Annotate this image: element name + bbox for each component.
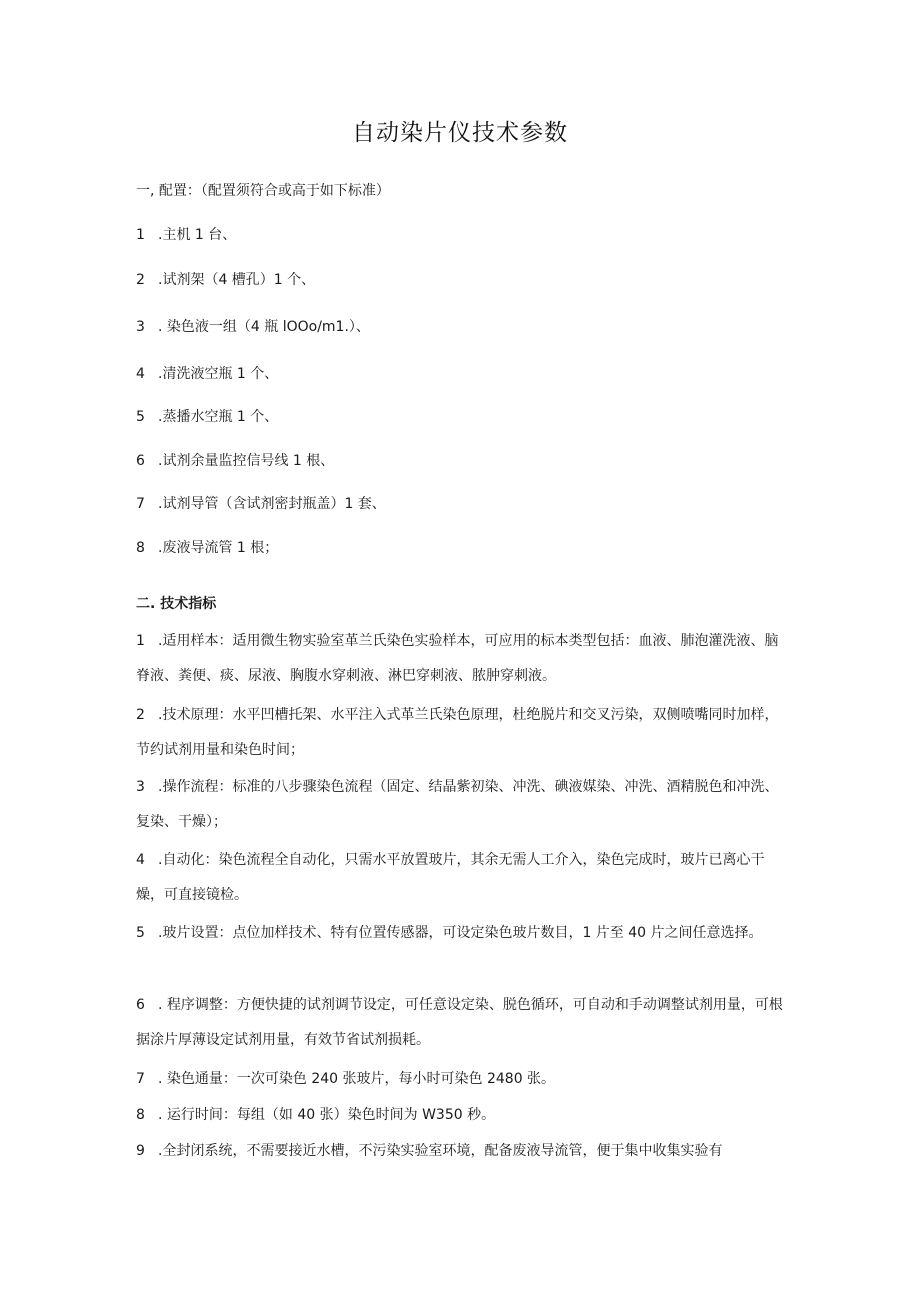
spec-item-number: 2 bbox=[136, 707, 145, 723]
spec-item-text: .玻片设置：点位加样技术、特有位置传感器，可设定染色玻片数目，1 片至 40 片之间任意选择。 bbox=[158, 925, 763, 941]
config-item-text: .主机 1 台、 bbox=[158, 227, 237, 243]
spec-item-text: .操作流程：标准的八步骤染色流程（固定、结晶紫初染、冲洗、碘液媒染、冲洗、酒精脱色和冲洗、复染、干燥）； bbox=[136, 779, 779, 830]
spec-item-text: . 染色通量：一次可染色 240 张玻片，每小时可染色 2480 张。 bbox=[158, 1071, 556, 1087]
config-item bbox=[136, 317, 370, 337]
spec-item bbox=[136, 916, 784, 951]
config-item-text: . 染色液一组（4 瓶 lOOo/m1.）、 bbox=[158, 319, 370, 335]
config-item-text: .试剂导管（含试剂密封瓶盖）1 套、 bbox=[158, 496, 386, 512]
spec-item-text: .适用样本：适用微生物实验室革兰氏染色实验样本，可应用的标本类型包括：血液、肺泡灌洗液、脑脊液、粪便、痰、尿液、胸腹水穿刺液、淋巴穿刺液、脓肿穿刺液。 bbox=[136, 633, 779, 684]
spec-item bbox=[136, 1134, 784, 1169]
spec-item-number: 1 bbox=[136, 633, 145, 649]
config-item-text: .废液导流管 1 根； bbox=[158, 540, 279, 556]
config-item bbox=[136, 538, 278, 558]
spec-item bbox=[136, 1062, 784, 1097]
spec-item bbox=[136, 770, 784, 840]
spec-item-text: .自动化：染色流程全自动化，只需水平放置玻片，其余无需人工介入，染色完成时，玻片已离心干燥，可直接镜检。 bbox=[136, 852, 765, 903]
config-item-number: 7 bbox=[136, 496, 145, 512]
config-item bbox=[136, 270, 315, 290]
spec-item-number: 4 bbox=[136, 852, 145, 868]
config-item bbox=[136, 407, 278, 427]
spec-item bbox=[136, 624, 784, 694]
config-item-text: .试剂余量监控信号线 1 根、 bbox=[158, 453, 335, 469]
spec-item-number: 9 bbox=[136, 1143, 145, 1159]
spec-item-text: . 运行时间：每组（如 40 张）染色时间为 W350 秒。 bbox=[158, 1107, 496, 1123]
config-item-text: .清洗液空瓶 1 个、 bbox=[158, 366, 279, 382]
spec-item-number: 6 bbox=[136, 997, 145, 1013]
config-item bbox=[136, 451, 334, 471]
config-item-number: 6 bbox=[136, 453, 145, 469]
spec-item-text: .技术原理：水平凹槽托架、水平注入式革兰氏染色原理，杜绝脱片和交叉污染，双侧喷嘴同时加样，节约试剂用量和染色时间； bbox=[136, 707, 779, 758]
config-item bbox=[136, 364, 278, 384]
config-item-text: .蒸播水空瓶 1 个、 bbox=[158, 409, 279, 425]
config-heading: 一, 配置：（配置须符合或高于如下标准） bbox=[136, 183, 390, 199]
spec-item bbox=[136, 1098, 784, 1133]
spec-item bbox=[136, 698, 784, 768]
config-item-text: .试剂架（4 槽孔）1 个、 bbox=[158, 272, 316, 288]
config-item-number: 2 bbox=[136, 272, 145, 288]
config-item-number: 4 bbox=[136, 366, 145, 382]
spec-item bbox=[136, 843, 784, 913]
config-item-number: 1 bbox=[136, 227, 145, 243]
specs-heading: 二. 技术指标 bbox=[136, 596, 217, 612]
config-item bbox=[136, 494, 386, 514]
config-item-number: 3 bbox=[136, 319, 145, 335]
spec-item-number: 5 bbox=[136, 925, 145, 941]
spec-item-text: .全封闭系统，不需要接近水槽，不污染实验室环境，配备废液导流管，便于集中收集实验有 bbox=[158, 1143, 723, 1159]
config-item-number: 8 bbox=[136, 540, 145, 556]
spec-item-number: 7 bbox=[136, 1071, 145, 1087]
spec-item bbox=[136, 988, 784, 1058]
spec-item-text: . 程序调整：方便快捷的试剂调节设定，可任意设定染、脱色循环，可自动和手动调整试剂用量，可根据涂片厚薄设定试剂用量，有效节省试剂损耗。 bbox=[136, 997, 783, 1048]
config-item bbox=[136, 225, 236, 245]
spec-item-number: 3 bbox=[136, 779, 145, 795]
document-title: 自动染片仪技术参数 bbox=[352, 120, 568, 146]
config-item-number: 5 bbox=[136, 409, 145, 425]
spec-item-number: 8 bbox=[136, 1107, 145, 1123]
